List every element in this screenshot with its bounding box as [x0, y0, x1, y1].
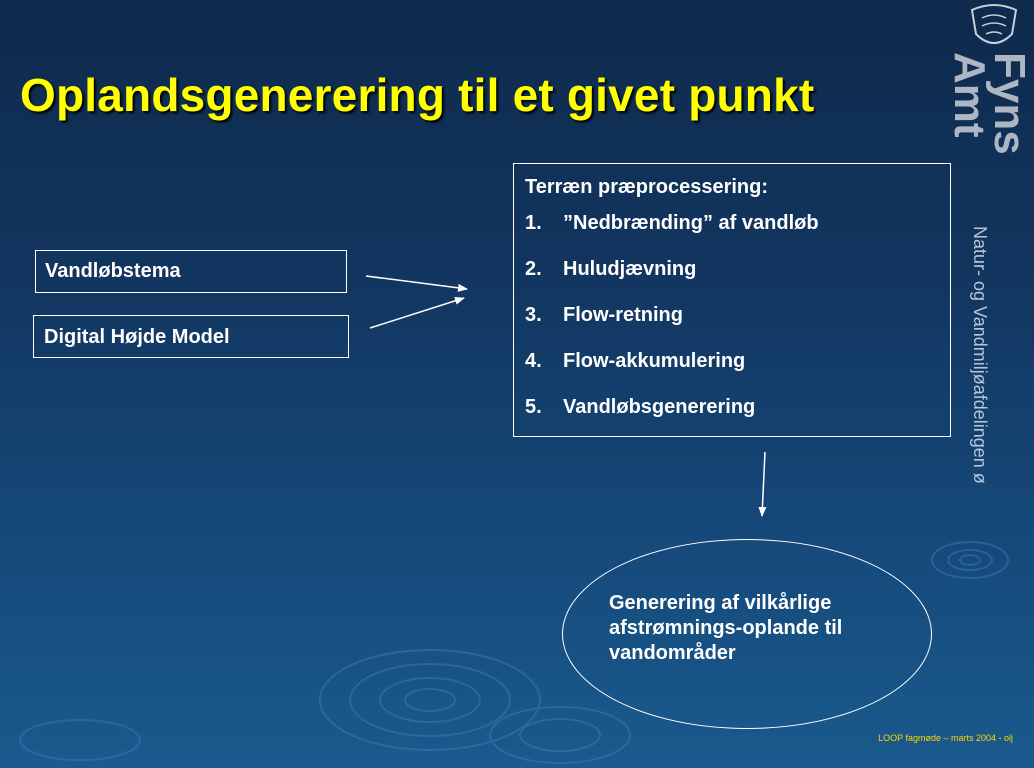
step-label: ”Nedbrænding” af vandløb	[563, 212, 819, 234]
arrow-to-output	[762, 452, 765, 516]
step-label: Vandløbsgenerering	[563, 396, 756, 418]
footer-text: LOOP fagmøde – marts 2004 - olj	[878, 733, 1013, 743]
terrain-heading: Terræn præprocessering:	[525, 176, 769, 198]
list-item	[525, 303, 950, 349]
logo-line-2: Amt	[945, 52, 994, 138]
department-name: Natur- og Vandmiljøafdelingen ø	[970, 226, 990, 484]
input-box-digital-height-model: Digital Højde Model	[33, 315, 349, 358]
step-number: 4.	[525, 350, 542, 372]
step-label: Flow-akkumulering	[563, 350, 746, 372]
terrain-preprocessing-box	[513, 163, 951, 437]
input-box-vandlob: Vandløbstema	[35, 250, 347, 293]
step-label: Flow-retning	[563, 304, 683, 326]
processing-steps-list	[525, 211, 950, 441]
logo-line-1: Fyns	[985, 52, 1034, 155]
list-item	[525, 349, 950, 395]
step-number: 1.	[525, 212, 542, 234]
list-item	[525, 257, 950, 303]
list-item	[525, 395, 950, 441]
fyns-amt-crest-icon	[968, 4, 1020, 50]
slide-title: Oplandsgenerering til et givet punkt	[20, 69, 815, 121]
step-label: Huludjævning	[563, 258, 697, 280]
step-number: 3.	[525, 304, 542, 326]
fyns-amt-logo	[917, 52, 1034, 164]
arrow-from-dhm	[370, 298, 464, 328]
arrow-from-vandlob	[366, 276, 467, 289]
list-item	[525, 211, 950, 257]
step-number: 2.	[525, 258, 542, 280]
step-number: 5.	[525, 396, 542, 418]
output-text: Generering af vilkårlige afstrømnings-oplande til vandområder	[609, 592, 843, 664]
